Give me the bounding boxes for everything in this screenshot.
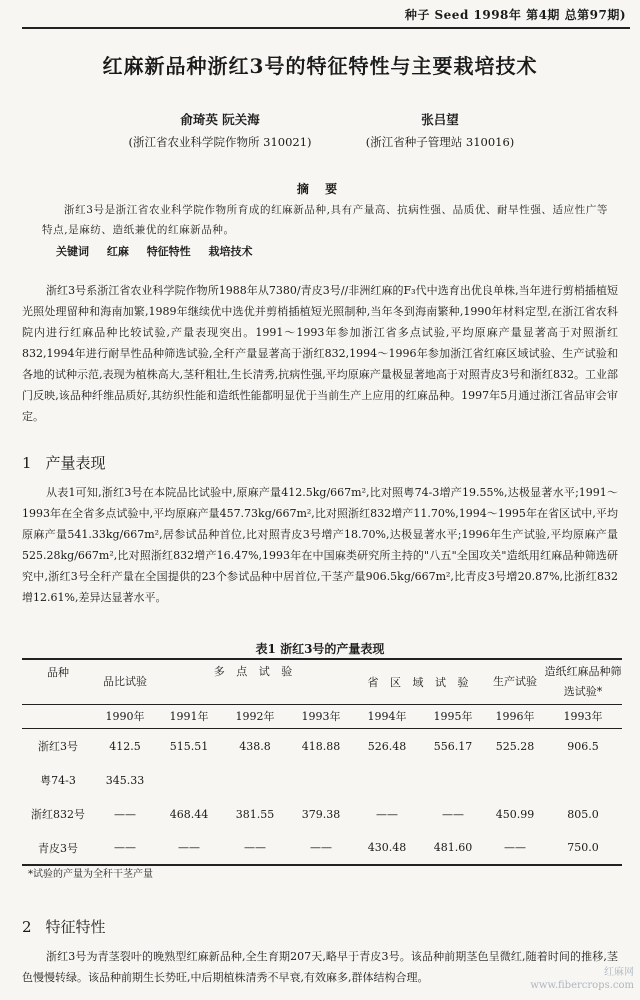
author-group-2 [340, 110, 540, 150]
table-year-row [22, 705, 622, 729]
table-cell: —— [442, 807, 464, 821]
keywords-label: 关键词 [56, 245, 89, 258]
table-cell [544, 763, 622, 797]
table-year: 1995年 [433, 710, 473, 724]
table-cell: 379.38 [301, 807, 341, 821]
table-cell-variety: 浙红3号 [38, 740, 78, 753]
table-cell: —— [310, 841, 332, 854]
table-row [22, 763, 622, 797]
table-year: 1996年 [495, 710, 535, 724]
table-cell: —— [244, 841, 266, 854]
table-row [22, 797, 622, 831]
table-cell: 412.5 [109, 739, 141, 753]
table-cell [156, 763, 222, 797]
keyword: 栽培技术 [208, 245, 253, 258]
yield-table [22, 658, 622, 866]
table-cell: 418.88 [301, 739, 341, 753]
table-cell: 468.44 [169, 807, 209, 821]
paper-title: 红麻新品种浙红3号的特征特性与主要栽培技术 [102, 54, 538, 78]
keyword: 特征特性 [146, 245, 191, 258]
keyword: 红麻 [106, 245, 129, 258]
table-header-comparison: 品比试验 [103, 674, 147, 688]
table-footnote: *试验的产量为全秆干茎产量 [28, 869, 153, 880]
table-cell: 481.60 [433, 841, 473, 854]
table-year: 1991年 [169, 710, 209, 724]
section-title: 产量表现 [45, 454, 106, 472]
table-cell: 556.17 [433, 739, 473, 753]
running-head: 种子 Seed 1998年 第4期 总第97期) [404, 8, 626, 22]
table-year: 1992年 [235, 710, 275, 724]
table-year: 1993年 [301, 710, 341, 724]
section1-paragraph: 从表1可知,浙红3号在本院品比试验中,原麻产量412.5kg/667m²,比对照粤74-3增产19.55%,达极显著水平;1991～1993年在全省多点试验中,平均原麻产量457.73kg/667m²,比对照浙红832增产11.70%,1994～1995年在省区试中,平均原麻产量541.33kg/667m²,居参试品种首位,比对照青皮3号增产18.70%,达极显著水平;1996年生产试验,平均原麻产量525.28kg/667m²,比对照浙红832增产16.47%,1993年在中国麻类研究所主持的"八五"全国攻关"造纸用红麻品种筛选研究中,浙红3号全秆产量在全国提供的23个参试品种中居首位,干茎产量906.5kg/667m²,比青皮3号增20.87%,比浙红832增12.61%,差异达显著水平。 [22, 486, 618, 604]
table-year: 1994年 [367, 710, 407, 724]
section-number: 1 [22, 454, 32, 472]
table-cell [354, 763, 420, 797]
table-cell: —— [114, 807, 136, 821]
table-cell: 525.28 [495, 739, 535, 753]
table-row [22, 729, 622, 763]
table-header-multi-site: 多 点 试 验 [213, 665, 297, 678]
table-cell: 450.99 [495, 807, 535, 821]
table-cell: 430.48 [367, 841, 407, 854]
table-caption: 表1 浙红3号的产量表现 [255, 642, 385, 656]
table-cell: 750.0 [567, 841, 599, 854]
author-names: 张吕望 [421, 112, 459, 127]
section-number: 2 [22, 918, 32, 936]
header-rule [22, 27, 630, 29]
table-cell: 438.8 [239, 739, 271, 753]
keywords [56, 243, 267, 259]
table-cell [420, 763, 486, 797]
author-group-1 [100, 110, 340, 150]
table-cell-variety: 粤74-3 [40, 774, 76, 787]
table-cell: —— [178, 841, 200, 854]
table-cell: —— [114, 841, 136, 854]
table-cell: 906.5 [567, 739, 599, 753]
table-cell [288, 763, 354, 797]
section-heading [22, 452, 106, 473]
table-cell: 805.0 [567, 807, 599, 821]
table-year: 1993年 [563, 710, 603, 724]
table-cell: 381.55 [235, 807, 275, 821]
section-title: 特征特性 [45, 918, 106, 936]
table-row [22, 831, 622, 865]
table-cell: —— [504, 841, 526, 854]
abstract-heading: 摘 要 [296, 182, 344, 196]
table-cell: —— [376, 807, 398, 821]
section-heading [22, 916, 106, 937]
table-cell-variety: 青皮3号 [38, 841, 78, 855]
author-affiliation: (浙江省农业科学院作物所 310021) [128, 135, 312, 149]
table-header-regional: 省 区 域 试 验 [367, 675, 473, 689]
table-cell: 345.33 [105, 773, 145, 787]
intro-paragraph: 浙红3号系浙江省农业科学院作物所1988年从7380/青皮3号//非洲红麻的F₃代中选育出优良单株,当年进行剪梢插植短光照处理留种和海南加繁,1989年继续优中选优并剪梢插植短光照制种,当年冬到海南繁种,1990年材料定型,在浙江省农科院内进行红麻品种比较试验,产量表现突出。1991～1993年参加浙江省多点试验,平均原麻产量显著高于对照浙红832,1994年进行耐旱性品种筛选试验,全秆产量显著高于浙红832,1994～1996年参加浙江省红麻区域试验、生产试验和各地的试种示范,表现为植株高大,茎秆粗壮,生长清秀,抗病性强,平均原麻产量极显著地高于对照青皮3号和浙红832。工业部门反映,该品种纤维品质好,其纺织性能和造纸性能都明显优于当前生产上应用的红麻品种。1997年5月通过浙江省品审会审定。 [22, 284, 618, 423]
table-header-production: 生产试验 [493, 674, 537, 688]
table-cell [486, 763, 544, 797]
author-affiliation: (浙江省种子管理站 310016) [365, 135, 515, 149]
table-cell: 515.51 [169, 739, 209, 753]
table-cell: 526.48 [367, 739, 407, 753]
table-cell-variety: 浙红832号 [31, 808, 85, 821]
abstract-text: 浙红3号是浙江省农业科学院作物所育成的红麻新品种,具有产量高、抗病性强、品质优、耐旱性强、适应性广等特点,是麻纺、造纸兼优的红麻新品种。 [42, 204, 609, 236]
table-header-screening: 造纸红麻品种筛选试验* [544, 664, 622, 698]
watermark-logo: 红麻网 www.fibercrops.com [530, 967, 634, 991]
author-names: 俞琦英 阮关海 [180, 112, 260, 127]
table-header-variety: 品种 [47, 666, 69, 679]
section2-paragraph: 浙红3号为青茎裂叶的晚熟型红麻新品种,全生育期207天,略早于青皮3号。该品种前期茎色呈微红,随着时间的推移,茎色慢慢转绿。该品种前期生长势旺,中后期植株清秀不早衰,有效麻多,群体结构合理。 [22, 950, 618, 984]
table-cell [222, 763, 288, 797]
table-year: 1990年 [105, 710, 145, 724]
